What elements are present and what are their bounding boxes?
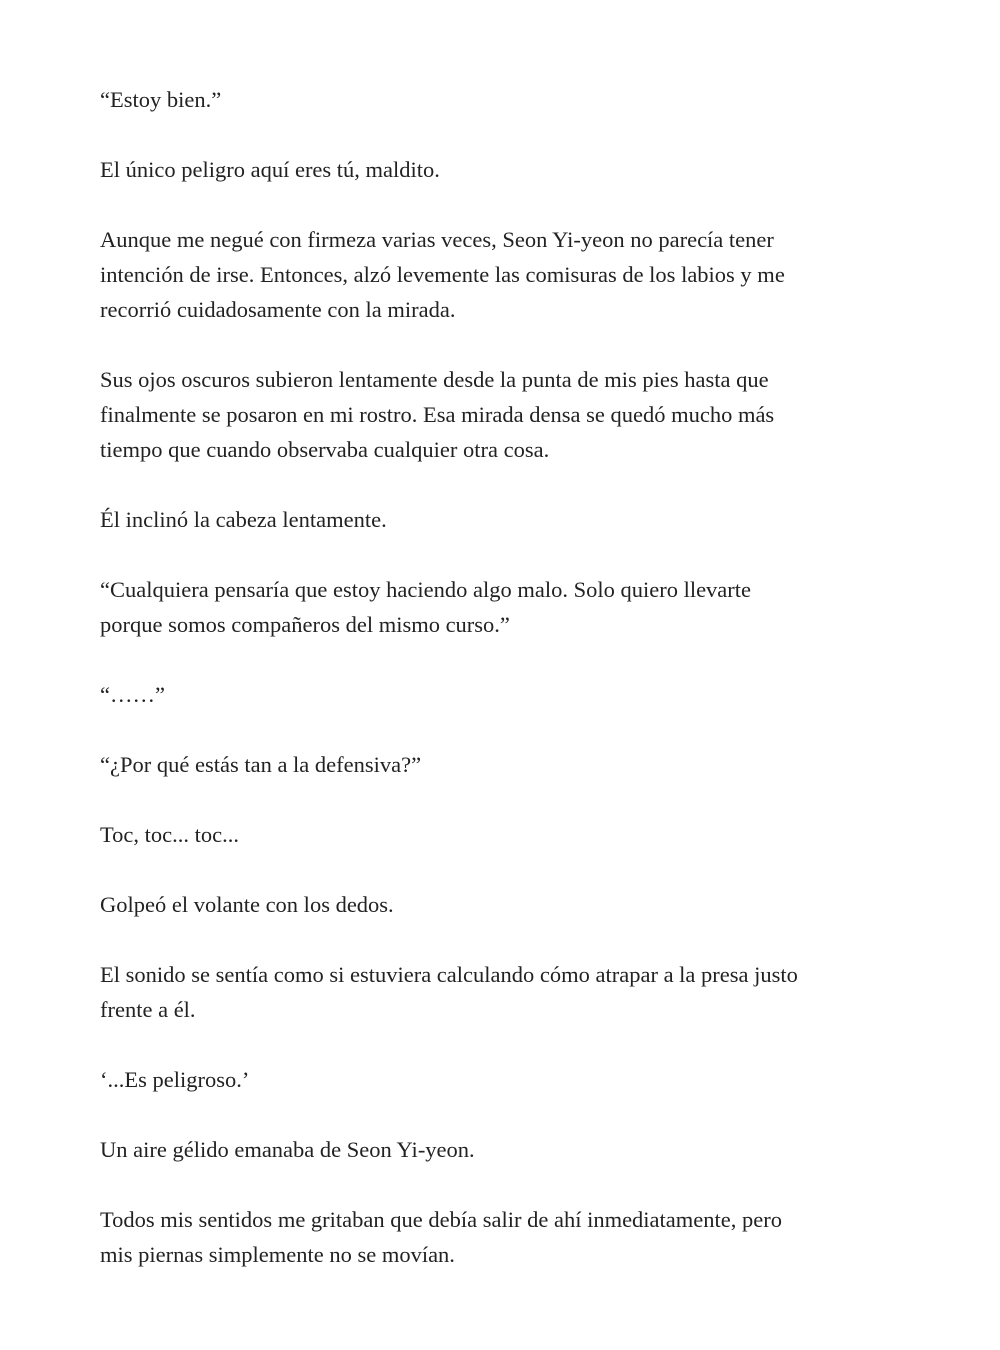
text-line: Golpeó el volante con los dedos.: [100, 892, 394, 917]
paragraph: [100, 82, 920, 117]
text-line: tiempo que cuando observaba cualquier otra cosa.: [100, 437, 550, 462]
paragraph: [100, 502, 920, 537]
text-line: “Estoy bien.”: [100, 87, 222, 112]
text-line: El sonido se sentía como si estuviera calculando cómo atrapar a la presa justo: [100, 962, 798, 987]
text-line: porque somos compañeros del mismo curso.”: [100, 612, 510, 637]
text-line: finalmente se posaron en mi rostro. Esa mirada densa se quedó mucho más: [100, 402, 775, 427]
text-line: Aunque me negué con firmeza varias veces, Seon Yi-yeon no parecía tener: [100, 227, 774, 252]
paragraph: [100, 747, 920, 782]
text-line: El único peligro aquí eres tú, maldito.: [100, 157, 440, 182]
text-line: Él inclinó la cabeza lentamente.: [100, 507, 387, 532]
text-line: Todos mis sentidos me gritaban que debía salir de ahí inmediatamente, pero: [100, 1207, 782, 1232]
text-line: “Cualquiera pensaría que estoy haciendo algo malo. Solo quiero llevarte: [100, 577, 752, 602]
text-line: recorrió cuidadosamente con la mirada.: [100, 297, 456, 322]
paragraph: [100, 152, 920, 187]
paragraph: [100, 1062, 920, 1097]
text-line: intención de irse. Entonces, alzó levemente las comisuras de los labios y me: [100, 262, 785, 287]
paragraph: [100, 887, 920, 922]
text-line: Un aire gélido emanaba de Seon Yi-yeon.: [100, 1137, 475, 1162]
document-body: [100, 82, 920, 1307]
text-line: frente a él.: [100, 997, 196, 1022]
paragraph: [100, 1202, 920, 1272]
text-line: ‘...Es peligroso.’: [100, 1067, 250, 1092]
paragraph: [100, 362, 920, 467]
paragraph: [100, 572, 920, 642]
text-line: “¿Por qué estás tan a la defensiva?”: [100, 752, 422, 777]
text-line: Toc, toc... toc...: [100, 822, 240, 847]
paragraph: [100, 1132, 920, 1167]
paragraph: [100, 957, 920, 1027]
paragraph: [100, 222, 920, 327]
text-line: “……”: [100, 682, 165, 707]
paragraph: [100, 817, 920, 852]
text-line: mis piernas simplemente no se movían.: [100, 1242, 455, 1267]
text-line: Sus ojos oscuros subieron lentamente desde la punta de mis pies hasta que: [100, 367, 769, 392]
paragraph: [100, 677, 920, 712]
